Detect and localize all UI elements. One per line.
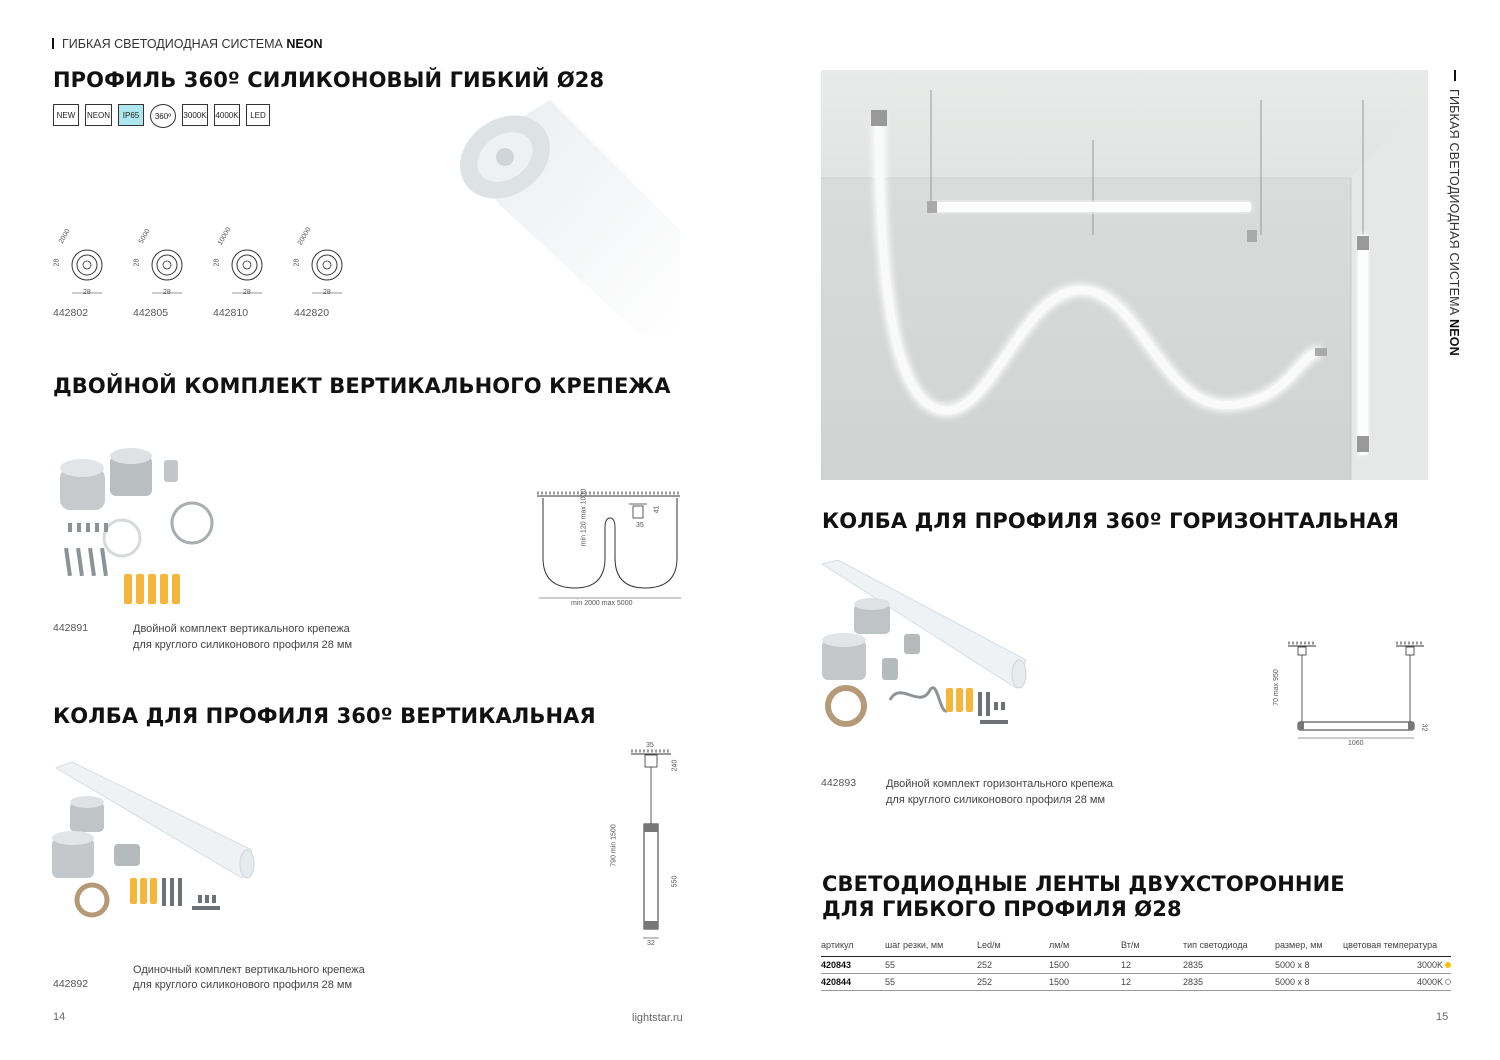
- cell-article: 420844: [821, 974, 885, 991]
- bottom-width-dim: 32: [647, 940, 655, 947]
- cell-cut-step: 55: [885, 957, 977, 974]
- col-lm-per-m: лм/м: [1049, 938, 1121, 957]
- span-dim: min 2000 max 5000: [571, 600, 633, 607]
- header-left: [52, 37, 322, 51]
- cell-w-per-m: 12: [1121, 957, 1183, 974]
- vertical-flask-kit-image: [52, 760, 257, 920]
- variant-height: 28: [213, 258, 221, 267]
- double-mount-desc-2: для круглого силиконового профиля 28 мм: [133, 639, 353, 651]
- header-bar: [52, 38, 54, 49]
- cell-led-type: 2835: [1183, 974, 1275, 991]
- page-number-right: 15: [1436, 1011, 1449, 1023]
- cell-lm-per-m: 1500: [1049, 974, 1121, 991]
- double-mount-kit-image: [52, 448, 217, 608]
- variant-width: 28: [243, 289, 251, 296]
- variant-article: 442820: [294, 307, 330, 319]
- vertical-flask-title: КОЛБА ДЛЯ ПРОФИЛЯ 360º ВЕРТИКАЛЬНАЯ: [53, 704, 596, 728]
- page-number-left: 14: [53, 1011, 66, 1023]
- length-dim: 1060: [1348, 740, 1364, 747]
- cell-color-temp: [1343, 974, 1451, 991]
- cell-size: 5000 x 8: [1275, 957, 1343, 974]
- drop-dim: 70 max 950: [1272, 669, 1280, 706]
- neutral-light-icon: [1445, 979, 1451, 985]
- profile-title: ПРОФИЛЬ 360º СИЛИКОНОВЫЙ ГИБКИЙ Ø28: [53, 68, 605, 92]
- horizontal-flask-article: 442893: [821, 777, 857, 789]
- variant-length: 20000: [296, 226, 313, 247]
- top-width-dim: 35: [646, 742, 654, 749]
- led-strips-table: [821, 938, 1451, 991]
- variant-height: 28: [53, 258, 61, 267]
- variant-height: 28: [293, 258, 301, 267]
- cell-article: 420843: [821, 957, 885, 974]
- profile-variant-1: [55, 225, 115, 300]
- badge-ip65: IP65: [118, 104, 144, 126]
- profile-variant-4: [295, 225, 355, 300]
- cell-lm-per-m: 1500: [1049, 957, 1121, 974]
- small-width-dim: 35: [636, 522, 644, 529]
- body-height-dim: 550: [671, 875, 679, 888]
- led-strips-title-2: ДЛЯ ГИБКОГО ПРОФИЛЯ Ø28: [822, 897, 1182, 921]
- variant-length: 2000: [57, 228, 72, 245]
- cell-led-type: 2835: [1183, 957, 1275, 974]
- drop-dim: min 120 max 1000: [580, 488, 588, 547]
- color-temp-value: 3000K: [1416, 960, 1443, 970]
- horizontal-flask-desc-2: для круглого силиконового профиля 28 мм: [886, 794, 1106, 806]
- variant-width: 28: [323, 289, 331, 296]
- double-mount-title: ДВОЙНОЙ КОМПЛЕКТ ВЕРТИКАЛЬНОГО КРЕПЕЖА: [53, 374, 671, 398]
- badge-led: LED: [246, 104, 270, 126]
- vertical-flask-article: 442892: [53, 978, 89, 990]
- table-row: [821, 974, 1451, 991]
- col-article: артикул: [821, 938, 885, 957]
- variant-length: 10000: [216, 226, 233, 247]
- horizontal-flask-title: КОЛБА ДЛЯ ПРОФИЛЯ 360º ГОРИЗОНТАЛЬНАЯ: [822, 509, 1400, 533]
- col-cut-step: шаг резки, мм: [885, 938, 977, 957]
- variant-width: 28: [163, 289, 171, 296]
- col-color-temp: цветовая температура: [1343, 938, 1451, 957]
- room-photo: [821, 70, 1428, 480]
- double-mount-drawing: [535, 488, 685, 616]
- profile-variant-2: [135, 225, 195, 300]
- profile-variant-3: [215, 225, 275, 300]
- variant-height: 28: [133, 258, 141, 267]
- header-right: [1441, 70, 1461, 360]
- variant-article: 442802: [53, 307, 89, 319]
- header-series: ГИБКАЯ СВЕТОДИОДНАЯ СИСТЕМА: [1447, 89, 1461, 316]
- variant-article: 442805: [133, 307, 169, 319]
- top-height-dim: 240: [671, 759, 679, 772]
- cell-color-temp: [1343, 957, 1451, 974]
- variant-width: 28: [83, 289, 91, 296]
- col-led-per-m: Led/м: [977, 938, 1049, 957]
- variant-length: 5000: [137, 228, 152, 245]
- cable-dim: 790 min 1500: [610, 824, 618, 867]
- warm-light-icon: [1445, 962, 1451, 968]
- horizontal-flask-desc-1: Двойной комплект горизонтального крепежа: [886, 778, 1114, 790]
- diameter-dim: 32: [1420, 723, 1428, 732]
- cell-led-per-m: 252: [977, 974, 1049, 991]
- led-strips-title-1: СВЕТОДИОДНЫЕ ЛЕНТЫ ДВУХСТОРОННИЕ: [822, 872, 1345, 896]
- cell-size: 5000 x 8: [1275, 974, 1343, 991]
- col-led-type: тип светодиода: [1183, 938, 1275, 957]
- header-brand: NEON: [286, 37, 323, 51]
- badge-neon: NEON: [85, 104, 112, 126]
- color-temp-value: 4000K: [1416, 977, 1443, 987]
- header-series: ГИБКАЯ СВЕТОДИОДНАЯ СИСТЕМА: [62, 37, 283, 51]
- table-row: [821, 957, 1451, 974]
- cell-led-per-m: 252: [977, 957, 1049, 974]
- variant-article: 442810: [213, 307, 249, 319]
- profile-tube-image: [440, 95, 680, 335]
- horizontal-flask-drawing: [1268, 640, 1438, 755]
- badge-4000k: 4000K: [214, 104, 240, 126]
- col-size: размер, мм: [1275, 938, 1343, 957]
- badge-3000k: 3000K: [182, 104, 208, 126]
- double-mount-desc-1: Двойной комплект вертикального крепежа: [133, 623, 350, 635]
- cell-cut-step: 55: [885, 974, 977, 991]
- double-mount-article: 442891: [53, 622, 89, 634]
- header-bar: [1454, 70, 1456, 81]
- vertical-flask-drawing: [610, 742, 690, 952]
- site-link[interactable]: lightstar.ru: [632, 1012, 683, 1024]
- header-brand: NEON: [1447, 318, 1461, 356]
- table-header-row: [821, 938, 1451, 957]
- horizontal-flask-kit-image: [820, 560, 1030, 735]
- vertical-flask-desc-1: Одиночный комплект вертикального крепежа: [133, 964, 365, 976]
- cell-w-per-m: 12: [1121, 974, 1183, 991]
- small-height-dim: 41: [653, 505, 661, 514]
- vertical-flask-desc-2: для круглого силиконового профиля 28 мм: [133, 979, 353, 991]
- col-w-per-m: Вт/м: [1121, 938, 1183, 957]
- badge-new: NEW: [53, 104, 79, 126]
- badge-360: 360º: [150, 104, 176, 128]
